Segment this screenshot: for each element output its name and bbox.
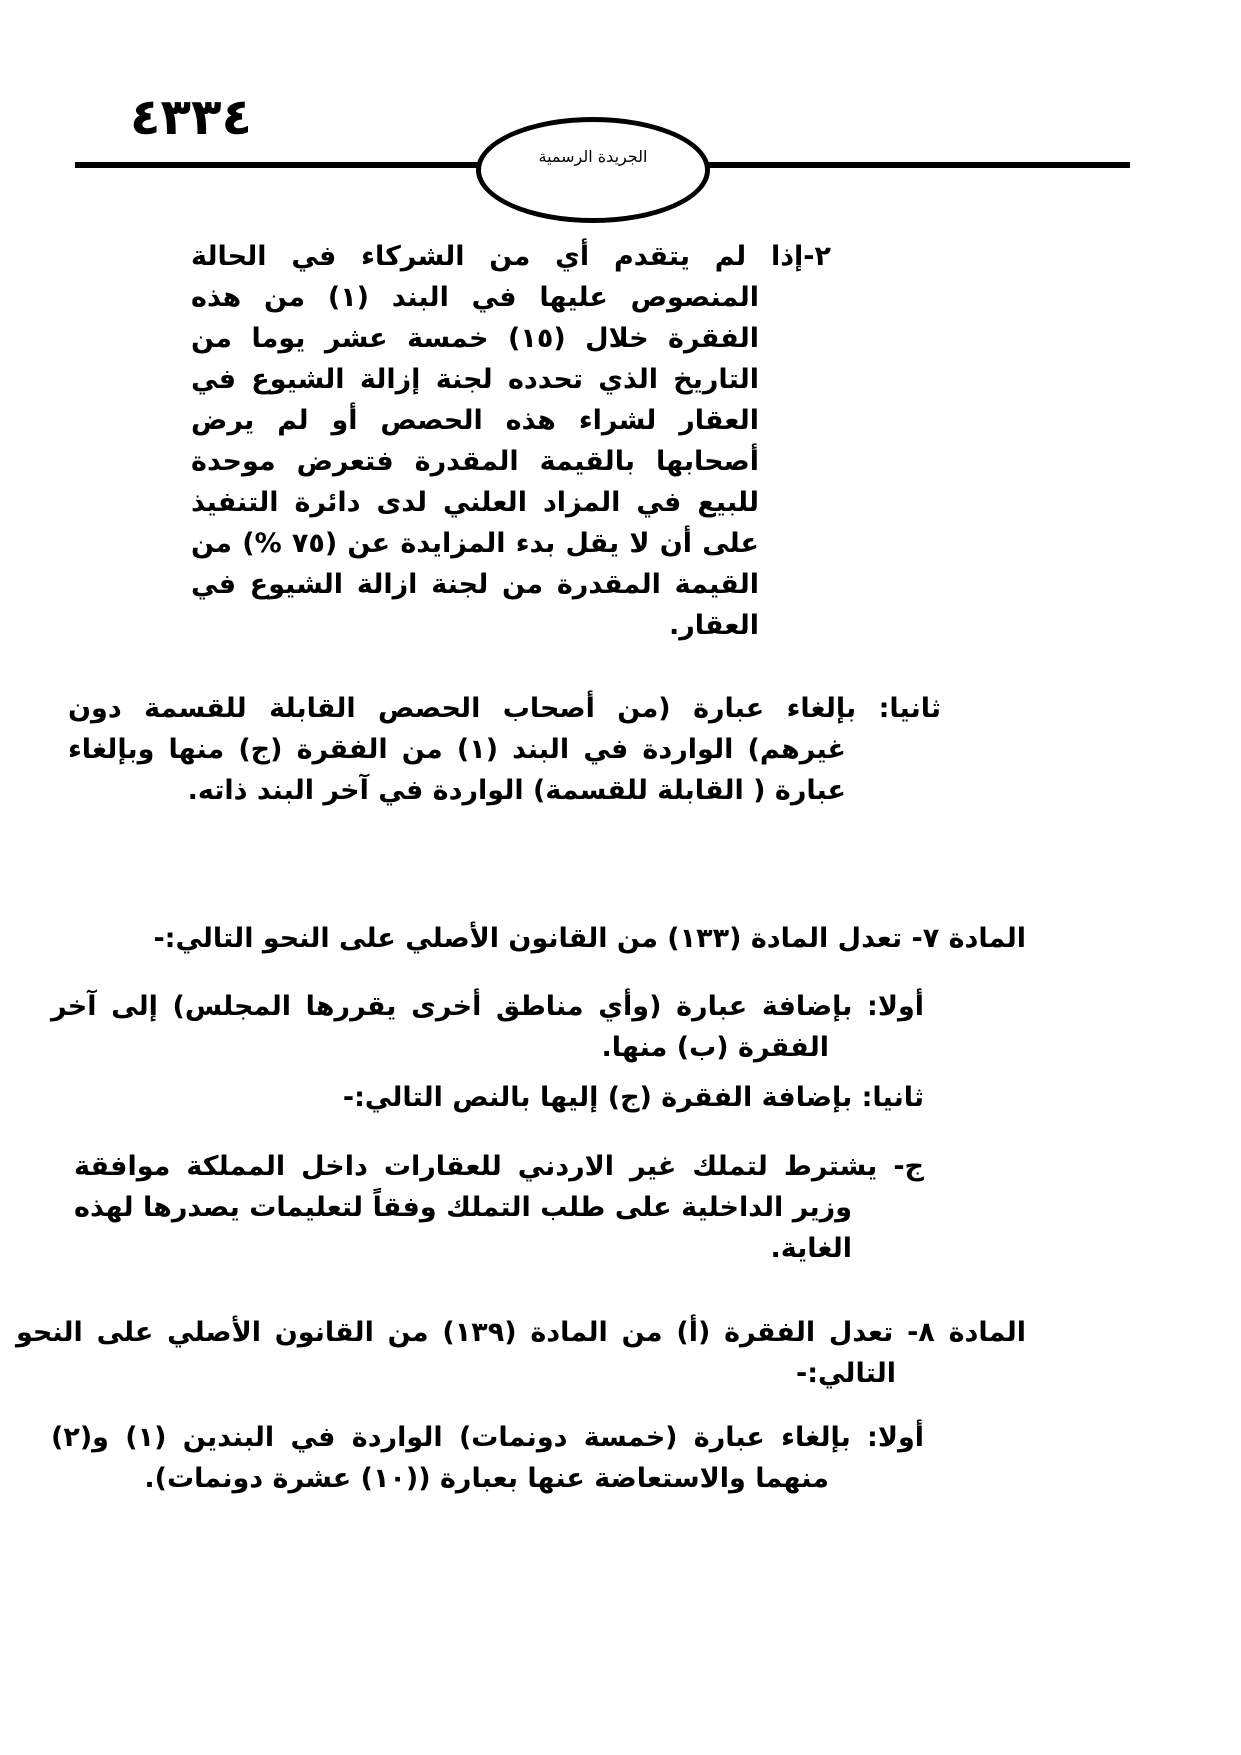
article-7-heading: المادة ٧- تعدل المادة (١٣٣) من القانون الأصلي على النحو التالي:- <box>153 923 1026 954</box>
article-8-heading: المادة ٨- تعدل الفقرة (أ) من المادة (١٣٩) من القانون الأصلي على النحو التالي:- <box>16 1317 1027 1389</box>
article-7-first: أولا: بإضافة عبارة (وأي مناطق أخرى يقررها المجلس) إلى آخر الفقرة (ب) منها. <box>51 991 924 1063</box>
page-number: ٤٣٣٤ <box>130 88 253 146</box>
article-7-paragraph-c: ج- يشترط لتملك غير الاردني للعقارات داخل المملكة موافقة وزير الداخلية على طلب التملك وفقاً لتعليمات يصدرها لهذه الغاية. <box>74 1151 924 1264</box>
clause-2-text: ٢-إذا لم يتقدم أي من الشركاء في الحالة المنصوص عليها في البند (١) من هذه الفقرة خلال (١٥) خمسة عشر يوما من التاريخ الذي تحدده لجنة إزالة الشيوع في العقار لشراء هذه الحصص أو لم يرض أصحابها بالقيمة المقدرة فتعرض موحدة للبيع في المزاد العلني لدى دائرة التنفيذ على أن لا يقل بدء المزايدة عن (٧٥ %) من القيمة المقدرة من لجنة ازالة الشيوع في العقار. <box>191 241 831 641</box>
article-7-second: ثانيا: بإضافة الفقرة (ج) إليها بالنص التالي:- <box>342 1082 924 1113</box>
second-a-text: ثانيا: بإلغاء عبارة (من أصحاب الحصص القابلة للقسمة دون غيرهم) الواردة في البند (١) من الفقرة (ج) منها وبإلغاء عبارة ( القابلة للقسمة) الواردة في آخر البند ذاته. <box>68 693 941 806</box>
publication-title: الجريدة الرسمية <box>538 147 648 166</box>
article-8-first: أولا: بإلغاء عبارة (خمسة دونمات) الواردة في البندين (١) و(٢) منهما والاستعاضة عنها بعبارة ((١٠) عشرة دونمات). <box>51 1422 924 1494</box>
header-oval <box>476 117 710 223</box>
